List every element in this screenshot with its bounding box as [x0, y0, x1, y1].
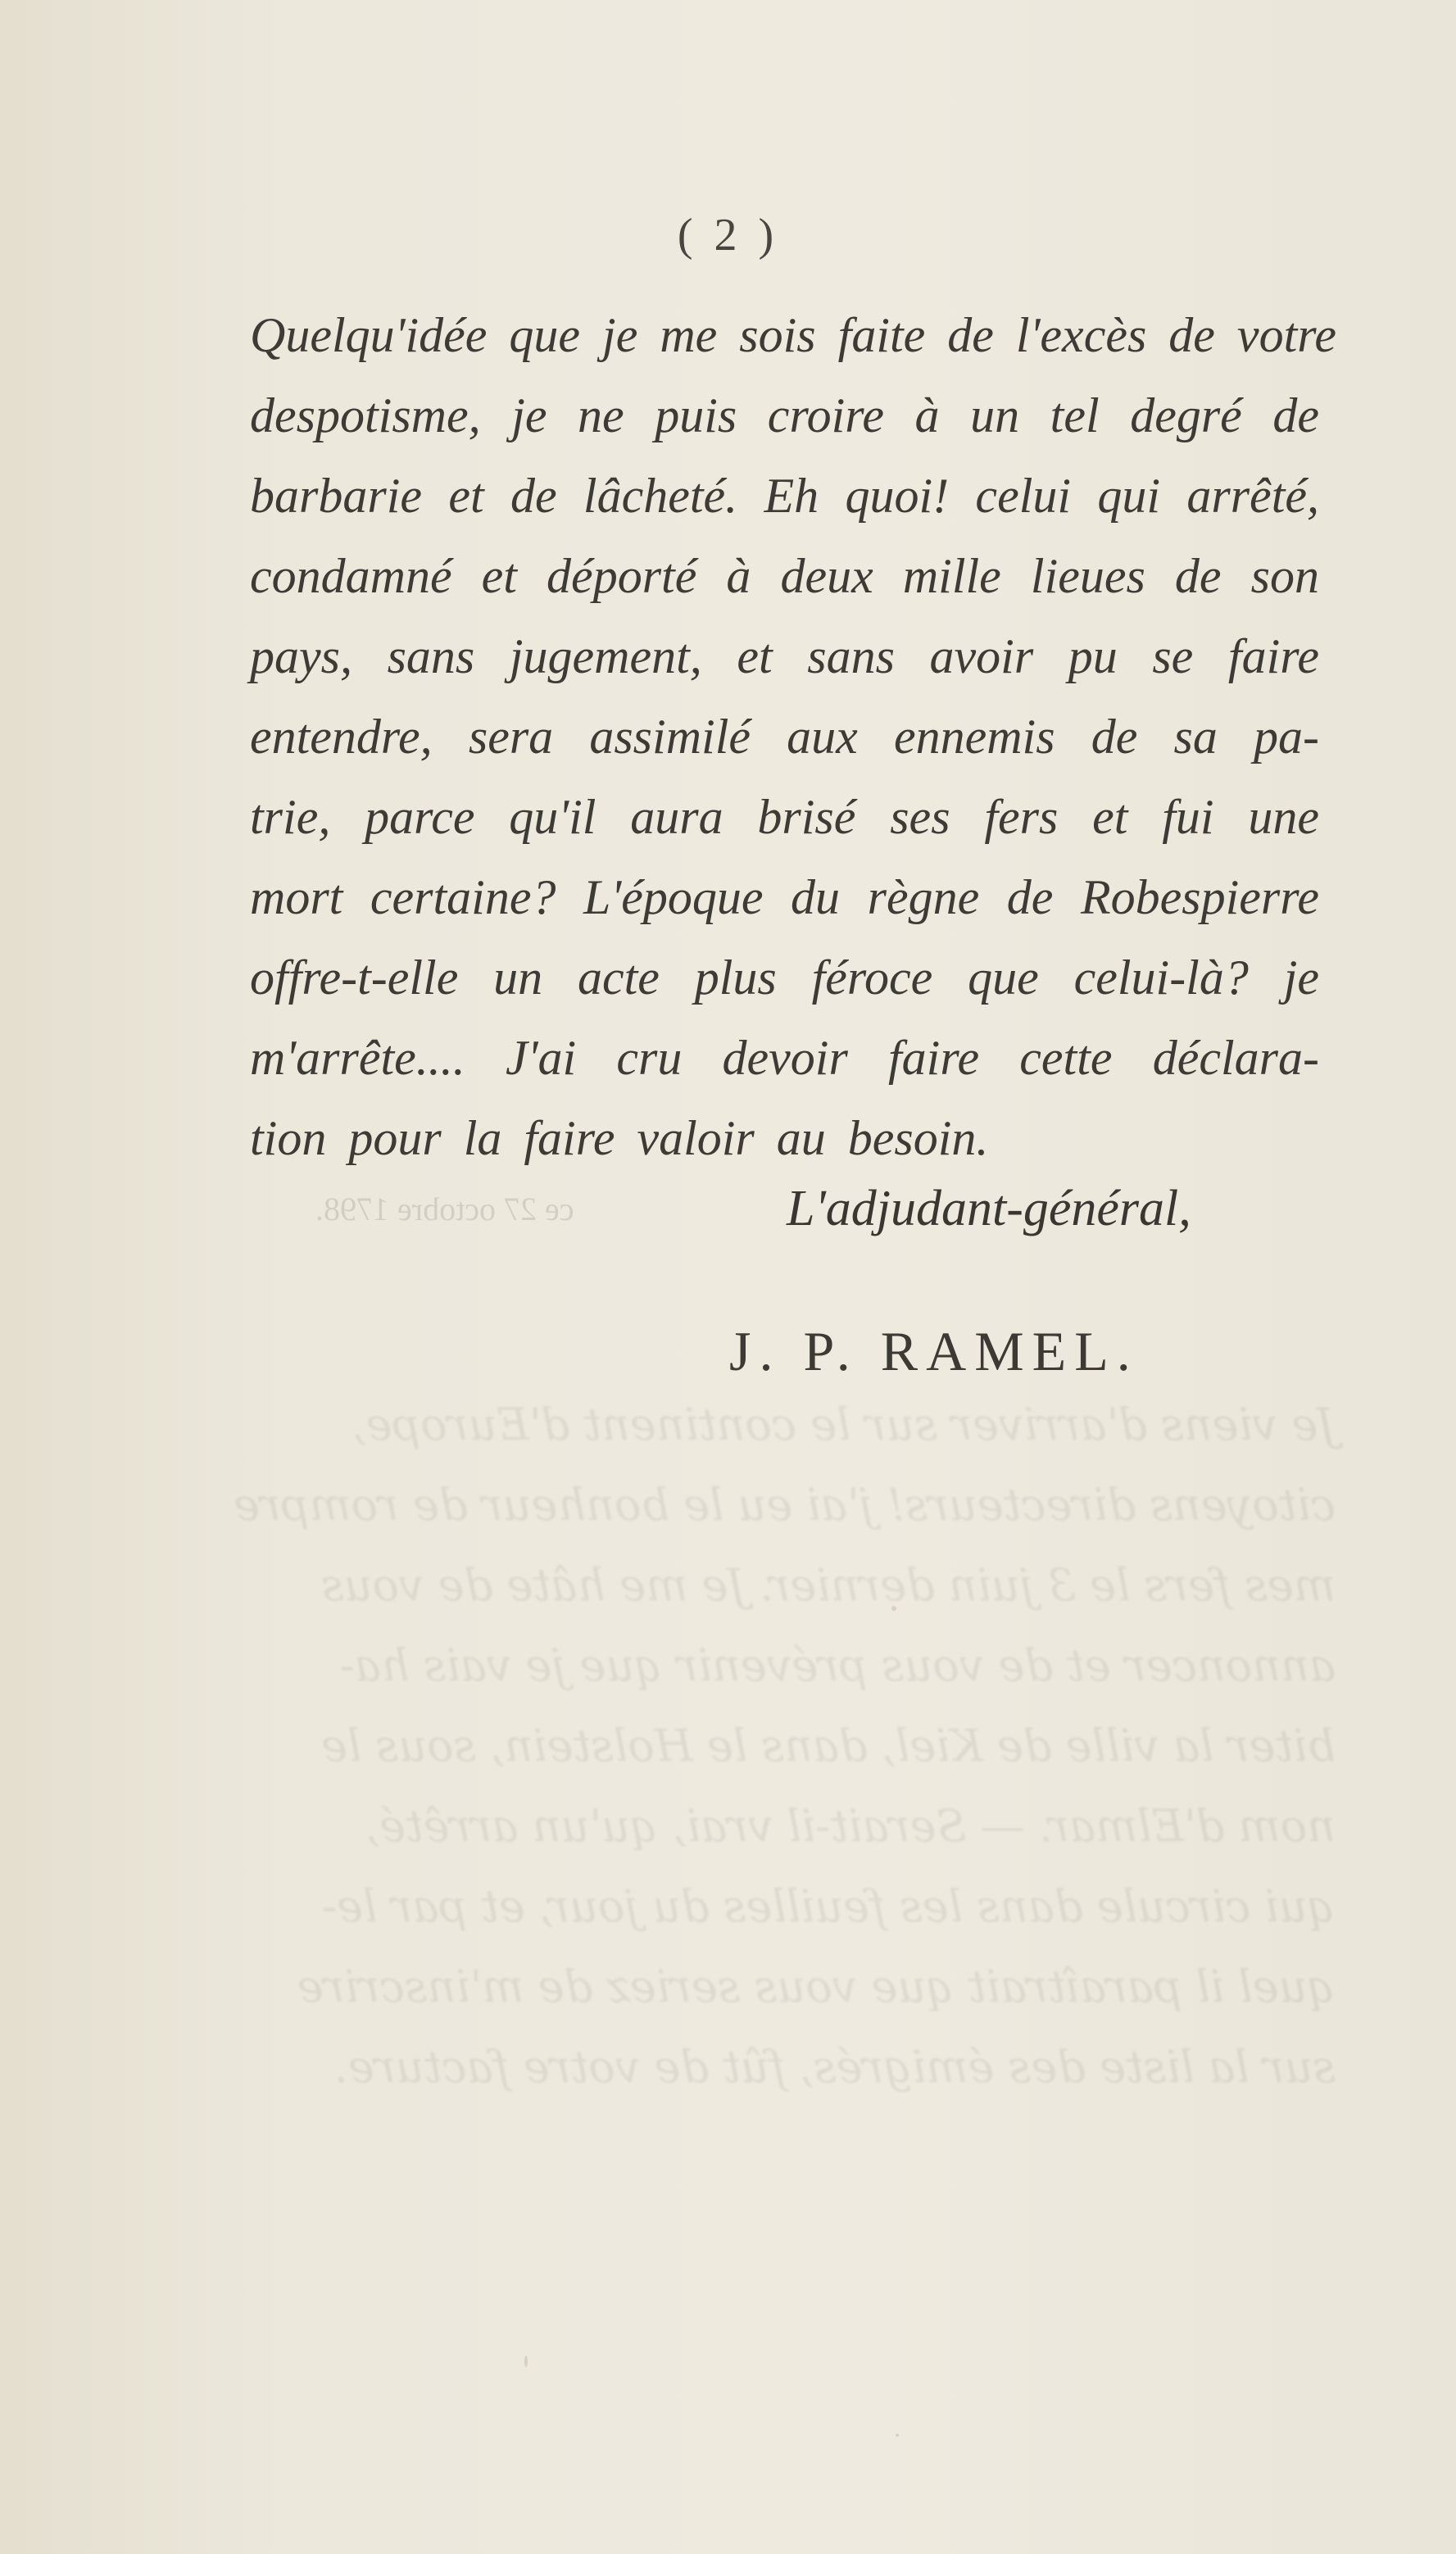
body-line: mort certaine? L'époque du règne de Robespierre: [250, 870, 1319, 924]
body-line: tion pour la faire valoir au besoin.: [250, 1111, 989, 1165]
body-line: barbarie et de lâcheté. Eh quoi! celui qui arrêté,: [250, 469, 1319, 523]
letter-body: [250, 295, 1336, 1178]
body-line: Quelqu'idée que je me sois faite de l'excès de votre: [250, 308, 1336, 362]
body-line: trie, parce qu'il aura brisé ses fers et fui une: [250, 790, 1319, 844]
body-line: condamné et déporté à deux mille lieues de son: [250, 549, 1319, 603]
body-line: offre-t-elle un acte plus féroce que celui-là? je: [250, 950, 1319, 1005]
signature: J. P. RAMEL.: [729, 1320, 1139, 1382]
paper-speck: [891, 1606, 896, 1611]
show-through-date: ce 27 octobre 1798.: [315, 1191, 574, 1227]
body-line: despotisme, je ne puis croire à un tel degré de: [250, 388, 1319, 442]
show-through-text: Je viens d'arriver sur le continent d'Europe, citoyens directeurs! j'ai eu le bonheur de rompre mes fers le 3 juin dernier. Je me hâte de vous annoncer et de vous prévenir que je vais ha- biter la ville de Kiel, dans le Holstein, sous le nom d'Elmar. — Serait-il vrai, qu'un arrêté, qui circule dans les feuilles du jour, et par le- quel il paraîtrait que vous seriez de m'inscrire sur la liste des émigrés, fût de votre facture.: [234, 1399, 1336, 2093]
closing-title: L'adjudant-général,: [787, 1181, 1191, 1236]
body-line: m'arrête.... J'ai cru devoir faire cette déclara-: [250, 1031, 1319, 1085]
body-line: pays, sans jugement, et sans avoir pu se faire: [250, 629, 1319, 683]
paper-speck: [524, 2356, 528, 2367]
page-number-header: ( 2 ): [677, 210, 779, 261]
paper-speck: [896, 2434, 899, 2437]
body-line: entendre, sera assimilé aux ennemis de sa pa-: [250, 710, 1319, 764]
